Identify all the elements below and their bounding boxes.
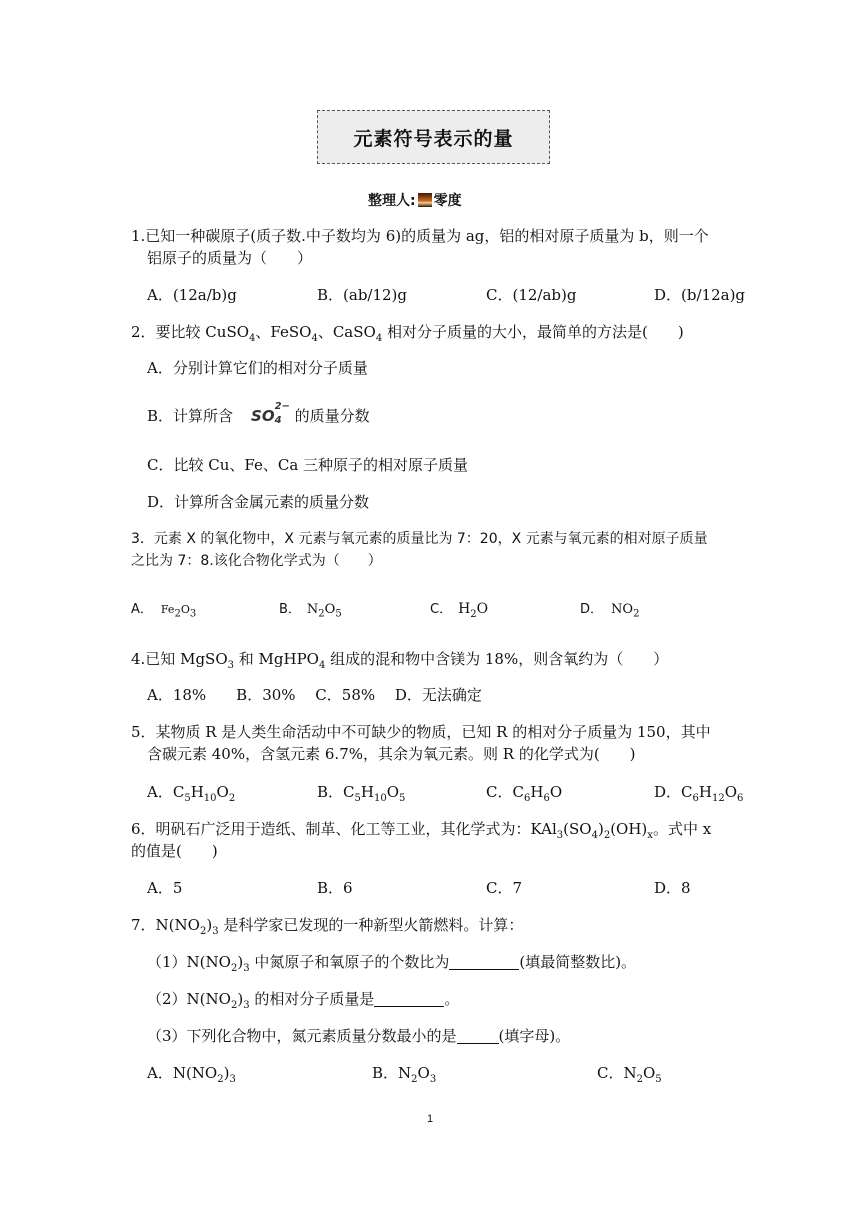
formula-part: N [306,602,319,617]
subscript: 5 [354,793,361,804]
q6-stem-part: (OH) [610,820,648,838]
q7-part-text: (填字母)。 [498,1027,571,1045]
author-line [368,190,462,210]
answer-blank[interactable] [457,1029,499,1044]
q3-option-d [580,600,639,620]
subscript: 5 [335,608,342,620]
subscript: 2 [230,963,238,974]
subscript: 6 [692,793,699,804]
q6-stem-line2: 的值是( ) [131,842,218,860]
q1-option-b: B．(ab/12)g [317,286,408,304]
q6-option-c: C．7 [486,879,523,897]
answer-blank[interactable] [374,992,444,1007]
formula-part: D．C [654,783,693,801]
q7-part-text: ) [237,953,244,971]
q7-part-text: 的相对分子质量是 [249,990,375,1008]
q7-stem-part: 是科学家已发现的一种新型火箭燃料。计算： [218,916,524,934]
q6-stem-part: (SO [563,820,592,838]
subscript: 3 [556,830,564,841]
q2-option-c: C．比较 Cu、Fe、Ca 三种原子的相对原子质量 [147,456,469,474]
subscript: 10 [203,793,217,804]
author-avatar-icon [418,193,432,207]
option-label: D． [580,602,604,617]
q2-option-b-prefix: B．计算所含 [147,407,234,425]
q5-option-c [486,782,562,802]
q7-part1 [147,952,636,972]
q6-option-a: A．5 [147,879,183,897]
q7-part-text: 中氮原子和氧原子的个数比为 [249,953,450,971]
subscript: 12 [711,793,725,804]
q7-stem [131,915,523,935]
q6-option-d: D．8 [654,879,691,897]
subscript: 2 [174,608,181,620]
formula-part: B．C [317,783,355,801]
q6-stem-part: 6．明矾石广泛用于造纸、制革、化工等工业，其化学式为：KAl [131,820,557,838]
subscript: 2 [230,1000,238,1011]
subscript: 2 [318,608,325,620]
q2-option-b [147,401,370,426]
formula-part: Fe [160,603,175,616]
formula-part: B．N [372,1064,412,1082]
subscript: 2 [636,1074,643,1085]
formula-part: O [180,603,190,616]
formula-part: O [324,602,336,617]
formula-part: O [386,783,400,801]
option-label: B． [279,602,301,617]
formula-part: O [476,601,489,617]
subscript: 2 [199,926,207,937]
q3-stem-line1: 3．元素 X 的氧化物中，X 元素与氧元素的质量比为 7：20，X 元素与氧元素的相对原子质量 [131,531,708,547]
subscript: 2 [411,1074,418,1085]
formula-part: O [642,1064,656,1082]
q7-part-text: （2）N(NO [147,990,231,1008]
q2-option-d: D．计算所含金属元素的质量分数 [147,493,370,511]
q7-part-text: （3）下列化合物中，氮元素质量分数最小的是 [147,1027,457,1045]
q7-part-text: (填最简整数比)。 [519,953,637,971]
q5-option-d [654,782,743,802]
formula-part: H [458,601,471,617]
q4-stem-part: 和 MgHPO [234,650,319,668]
formula-part: C．N [597,1064,637,1082]
q5-option-a [147,782,235,802]
subscript: 6 [543,793,550,804]
q3-option-a [131,600,196,620]
q4-stem [131,649,668,669]
title-box [317,110,550,164]
document-title: 元素符号表示的量 [353,127,514,150]
q2-stem-part: 相对分子质量的大小，最简单的方法是( ) [382,323,684,341]
subscript: 2 [633,608,640,620]
subscript: 10 [373,793,387,804]
q3-stem-line2: 之比为 7：8.该化合物化学式为（ ） [131,553,382,569]
subscript: 6 [523,793,531,804]
page-number: 1 [427,1113,434,1125]
ion-symbol: SO [251,407,275,425]
q7-part-text: ) [237,990,244,1008]
q7-option-c [597,1063,662,1083]
formula-part: H [190,783,204,801]
q1-option-c: C．(12/ab)g [486,286,577,304]
subscript: 4 [375,333,383,344]
subscript: 2 [603,830,611,841]
subscript: 5 [399,793,406,804]
author-name: 零度 [433,193,462,209]
formula-part: O [549,783,563,801]
q4-stem-part: 组成的混和物中含镁为 18%，则含氧约为（ ） [325,650,669,668]
formula-part: A．N(NO [147,1064,218,1082]
q2-stem [131,322,684,342]
q6-stem-part: 。式中 x [652,820,712,838]
answer-blank[interactable] [449,955,519,970]
q7-option-a [147,1063,236,1083]
subscript: 2 [228,793,236,804]
q2-stem-part: 、CaSO [317,323,376,341]
q7-part2 [147,989,459,1009]
subscript: 5 [655,1074,662,1085]
subscript: x [647,830,653,841]
subscript: 3 [429,1074,437,1085]
q5-stem-line1: 5．某物质 R 是人类生命活动中不可缺少的物质，已知 R 的相对分子质量为 150，其中 [131,723,711,741]
subscript: 3 [227,660,234,671]
q7-part-text: 。 [444,990,460,1008]
formula-part: C．C [486,783,524,801]
sulfate-ion-formula: SO 2− 4 [251,401,290,426]
subscript: 4 [591,830,598,841]
formula-part: O [724,783,738,801]
q2-option-b-suffix: 的质量分数 [294,407,370,425]
subscript: 4 [311,333,318,344]
q1-stem-line1: 1.已知一种碳原子(质子数.中子数均为 6)的质量为 ag，铝的相对原子质量为 b，则一个 [131,227,709,245]
q6-stem-part: ) [597,820,604,838]
subscript: 4 [318,660,326,671]
formula-part: NO [611,602,634,617]
q2-stem-part: 、FeSO [255,323,312,341]
q2-option-a: A．分别计算它们的相对分子质量 [147,359,368,377]
q4-options: A．18% B．30% C．58% D．无法确定 [147,686,482,704]
q1-option-d: D．(b/12a)g [654,286,746,304]
author-label: 整理人: [368,193,416,209]
q2-stem-part: 2．要比较 CuSO [131,323,250,341]
q1-stem-line2: 铝原子的质量为（ ） [147,249,313,267]
subscript: 3 [243,1000,250,1011]
subscript: 5 [184,793,191,804]
formula-part: O [417,1064,430,1082]
formula-part: H [698,783,712,801]
formula-part: ) [223,1064,230,1082]
subscript: 3 [243,963,250,974]
q3-option-c [430,599,488,620]
q4-stem-part: 4.已知 MgSO [131,650,228,668]
formula-part: H [530,783,544,801]
q5-option-b [317,782,405,802]
subscript: 2 [217,1074,224,1085]
q7-option-b [372,1063,436,1083]
formula-part: O [216,783,229,801]
subscript: 3 [189,608,197,620]
subscript: 3 [212,926,219,937]
q6-stem-line1 [131,819,711,839]
formula-part: A．C [147,783,185,801]
q1-option-a: A．(12a/b)g [147,286,237,304]
q6-option-b: B．6 [317,879,353,897]
q7-stem-part: 7．N(NO [131,916,200,934]
subscript: 3 [229,1074,236,1085]
subscript: 2 [470,608,477,620]
q3-option-b [279,600,342,620]
subscript: 6 [737,793,744,804]
formula-part: H [360,783,374,801]
q7-part-text: （1）N(NO [147,953,231,971]
option-label: A． [131,602,153,617]
q7-part3 [147,1026,570,1046]
q5-stem-line2: 含碳元素 40%，含氢元素 6.7%，其余为氧元素。则 R 的化学式为( ) [147,745,636,763]
subscript: 4 [249,333,256,344]
option-label: C． [430,602,453,617]
q7-stem-part: ) [206,916,213,934]
